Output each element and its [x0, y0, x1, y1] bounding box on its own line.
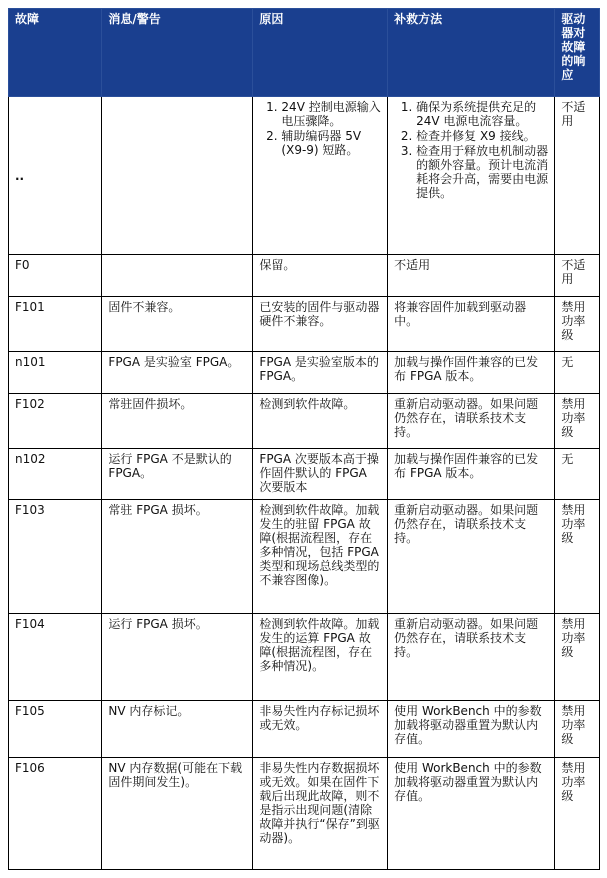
table-row — [9, 758, 600, 870]
fault-code: F104 — [9, 614, 102, 701]
fault-message: 运行 FPGA 损坏。 — [102, 614, 253, 701]
fault-message: 常驻固件损坏。 — [102, 394, 253, 449]
remedy-list — [394, 100, 548, 200]
table-row — [9, 394, 600, 449]
header-row — [9, 9, 600, 97]
fault-remedy: 使用 WorkBench 中的参数加载将驱动器重置为默认内存值。 — [388, 758, 555, 870]
fault-message — [102, 255, 253, 297]
fault-code: n102 — [9, 449, 102, 500]
fault-cause — [253, 97, 388, 255]
table-row — [9, 297, 600, 352]
table-row — [9, 97, 600, 255]
fault-code: F106 — [9, 758, 102, 870]
fault-cause: 保留。 — [253, 255, 388, 297]
list-item: 1. 确保为系统提供充足的 24V 电源电流容量。 — [416, 100, 548, 128]
header-message: 消息/警告 — [102, 9, 253, 97]
fault-code: F103 — [9, 500, 102, 614]
fault-response: 无 — [555, 449, 600, 500]
fault-message: 固件不兼容。 — [102, 297, 253, 352]
fault-response: 禁用功率级 — [555, 394, 600, 449]
fault-remedy: 加载与操作固件兼容的已发布 FPGA 版本。 — [388, 352, 555, 394]
fault-remedy: 重新启动驱动器。如果问题仍然存在，请联系技术支持。 — [388, 614, 555, 701]
fault-remedy — [388, 97, 555, 255]
fault-message — [102, 97, 253, 255]
fault-code: F0 — [9, 255, 102, 297]
fault-response: 禁用功率级 — [555, 297, 600, 352]
fault-response: 不适用 — [555, 255, 600, 297]
fault-remedy: 加载与操作固件兼容的已发布 FPGA 版本。 — [388, 449, 555, 500]
list-item: 3. 检查用于释放电机制动器的额外容量。预计电流消耗将会升高，需要由电源提供。 — [416, 144, 548, 200]
fault-message: NV 内存数据(可能在下载固件期间发生)。 — [102, 758, 253, 870]
fault-response: 禁用功率级 — [555, 701, 600, 758]
fault-code: .. — [9, 97, 102, 255]
fault-remedy: 不适用 — [388, 255, 555, 297]
fault-response: 不适用 — [555, 97, 600, 255]
fault-remedy: 使用 WorkBench 中的参数加载将驱动器重置为默认内存值。 — [388, 701, 555, 758]
table-row — [9, 500, 600, 614]
fault-message: FPGA 是实验室 FPGA。 — [102, 352, 253, 394]
table-row — [9, 449, 600, 500]
fault-cause: FPGA 次要版本高于操作固件默认的 FPGA 次要版本 — [253, 449, 388, 500]
fault-remedy: 重新启动驱动器。如果问题仍然存在，请联系技术支持。 — [388, 500, 555, 614]
fault-code: F101 — [9, 297, 102, 352]
fault-table — [8, 8, 600, 870]
fault-cause: 检测到软件故障。加载发生的运算 FPGA 故障(根据流程图，存在多种情况)。 — [253, 614, 388, 701]
fault-cause: 非易失性内存数据损坏或无效。如果在固件下载后出现此故障，则不是指示出现问题(清除故障并执行“保存”到驱动器)。 — [253, 758, 388, 870]
fault-remedy: 重新启动驱动器。如果问题仍然存在，请联系技术支持。 — [388, 394, 555, 449]
fault-code: F105 — [9, 701, 102, 758]
cause-list — [259, 100, 381, 157]
fault-response: 无 — [555, 352, 600, 394]
header-fault: 故障 — [9, 9, 102, 97]
fault-code: F102 — [9, 394, 102, 449]
table-row — [9, 701, 600, 758]
fault-cause: 检测到软件故障。加载发生的驻留 FPGA 故障(根据流程图，存在多种情况，包括 FPGA 类型和现场总线类型的不兼容图像)。 — [253, 500, 388, 614]
table-row — [9, 614, 600, 701]
fault-message: 运行 FPGA 不是默认的 FPGA。 — [102, 449, 253, 500]
header-cause: 原因 — [253, 9, 388, 97]
list-item: 1. 24V 控制电源输入电压骤降。 — [281, 100, 381, 128]
fault-response: 禁用功率级 — [555, 614, 600, 701]
fault-cause: FPGA 是实验室版本的 FPGA。 — [253, 352, 388, 394]
list-item: 2. 辅助编码器 5V (X9-9) 短路。 — [281, 129, 381, 157]
fault-message: NV 内存标记。 — [102, 701, 253, 758]
fault-cause: 非易失性内存标记损坏或无效。 — [253, 701, 388, 758]
table-row — [9, 352, 600, 394]
header-response: 驱动器对故障的响应 — [555, 9, 600, 97]
fault-response: 禁用功率级 — [555, 500, 600, 614]
fault-table-container — [8, 8, 600, 870]
header-remedy: 补救方法 — [388, 9, 555, 97]
fault-remedy: 将兼容固件加载到驱动器中。 — [388, 297, 555, 352]
table-row — [9, 255, 600, 297]
fault-message: 常驻 FPGA 损坏。 — [102, 500, 253, 614]
fault-code: n101 — [9, 352, 102, 394]
fault-response: 禁用功率级 — [555, 758, 600, 870]
fault-cause: 检测到软件故障。 — [253, 394, 388, 449]
list-item: 2. 检查并修复 X9 接线。 — [416, 129, 548, 143]
fault-cause: 已安装的固件与驱动器硬件不兼容。 — [253, 297, 388, 352]
